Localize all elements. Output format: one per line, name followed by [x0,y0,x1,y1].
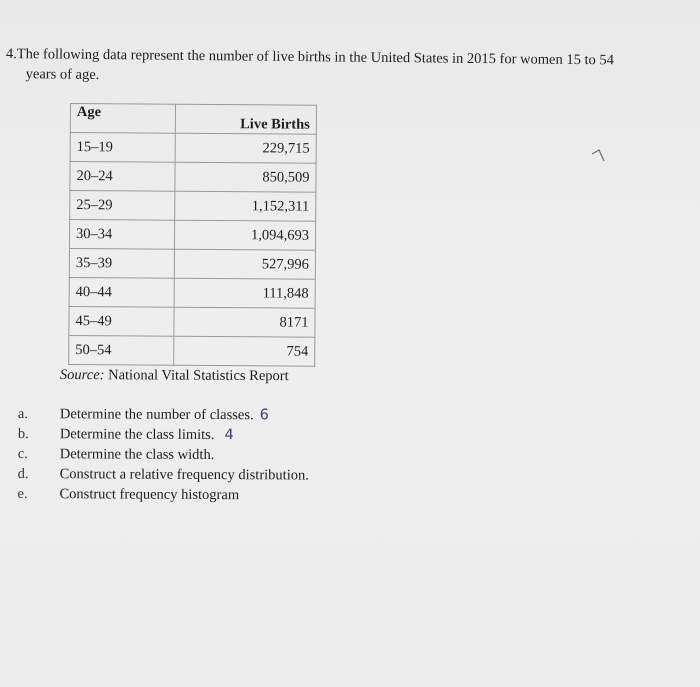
table-row [70,133,316,164]
header-live-births: Live Births [175,104,316,134]
age-cell: 35–39 [69,248,174,278]
question-text [6,44,666,91]
header-age: Age [70,104,175,134]
table-header-row [70,104,316,135]
age-cell: 15–19 [70,133,175,163]
table-row [69,220,315,251]
table-row [69,306,315,337]
births-cell: 527,996 [174,249,315,279]
births-cell: 850,509 [175,162,316,192]
part-text: Determine the class width. [59,446,215,464]
source-label: Source: [59,367,105,384]
age-cell: 30–34 [69,220,174,250]
part-text: Construct frequency histogram [59,486,240,504]
handwritten-mark-classes: 6 [259,407,269,424]
births-cell: 754 [174,336,315,366]
table-row [69,335,315,366]
source-text: National Vital Statistics Report [108,367,289,385]
part-letter: a. [17,405,29,423]
births-cell: 1,094,693 [174,220,315,250]
age-cell: 20–24 [70,162,175,192]
part-letter: b. [17,425,29,443]
question-parts [17,404,309,506]
births-cell: 8171 [174,307,315,337]
table-row [69,248,315,279]
part-letter: e. [17,485,28,503]
source-note [60,367,289,385]
list-item [18,404,309,426]
births-cell: 111,848 [174,278,315,308]
part-letter: c. [17,445,28,463]
handwritten-mark-limits: 4 [224,427,234,444]
age-cell: 40–44 [69,277,174,307]
age-cell: 50–54 [69,335,174,365]
part-text: Construct a relative frequency distribution. [59,466,309,484]
table-row [69,277,315,308]
part-letter: d. [17,465,29,483]
part-text: Determine the class limits. [59,426,215,444]
list-item [17,484,308,506]
pen-stroke-icon [590,146,612,164]
age-cell: 25–29 [70,191,175,221]
list-item [18,444,309,466]
list-item [18,424,309,446]
question-line-2: years of age. [25,66,100,83]
live-births-table [68,103,317,367]
table-row [70,162,316,193]
table-row [70,191,316,222]
question-line-1: 4.The following data represent the number of live births in the United States in 2015 for women 15 to 54 [5,45,615,69]
births-cell: 1,152,311 [175,191,316,221]
births-cell: 229,715 [175,133,316,163]
list-item [18,464,309,486]
part-text: Determine the number of classes. [59,406,254,424]
age-cell: 45–49 [69,306,174,336]
